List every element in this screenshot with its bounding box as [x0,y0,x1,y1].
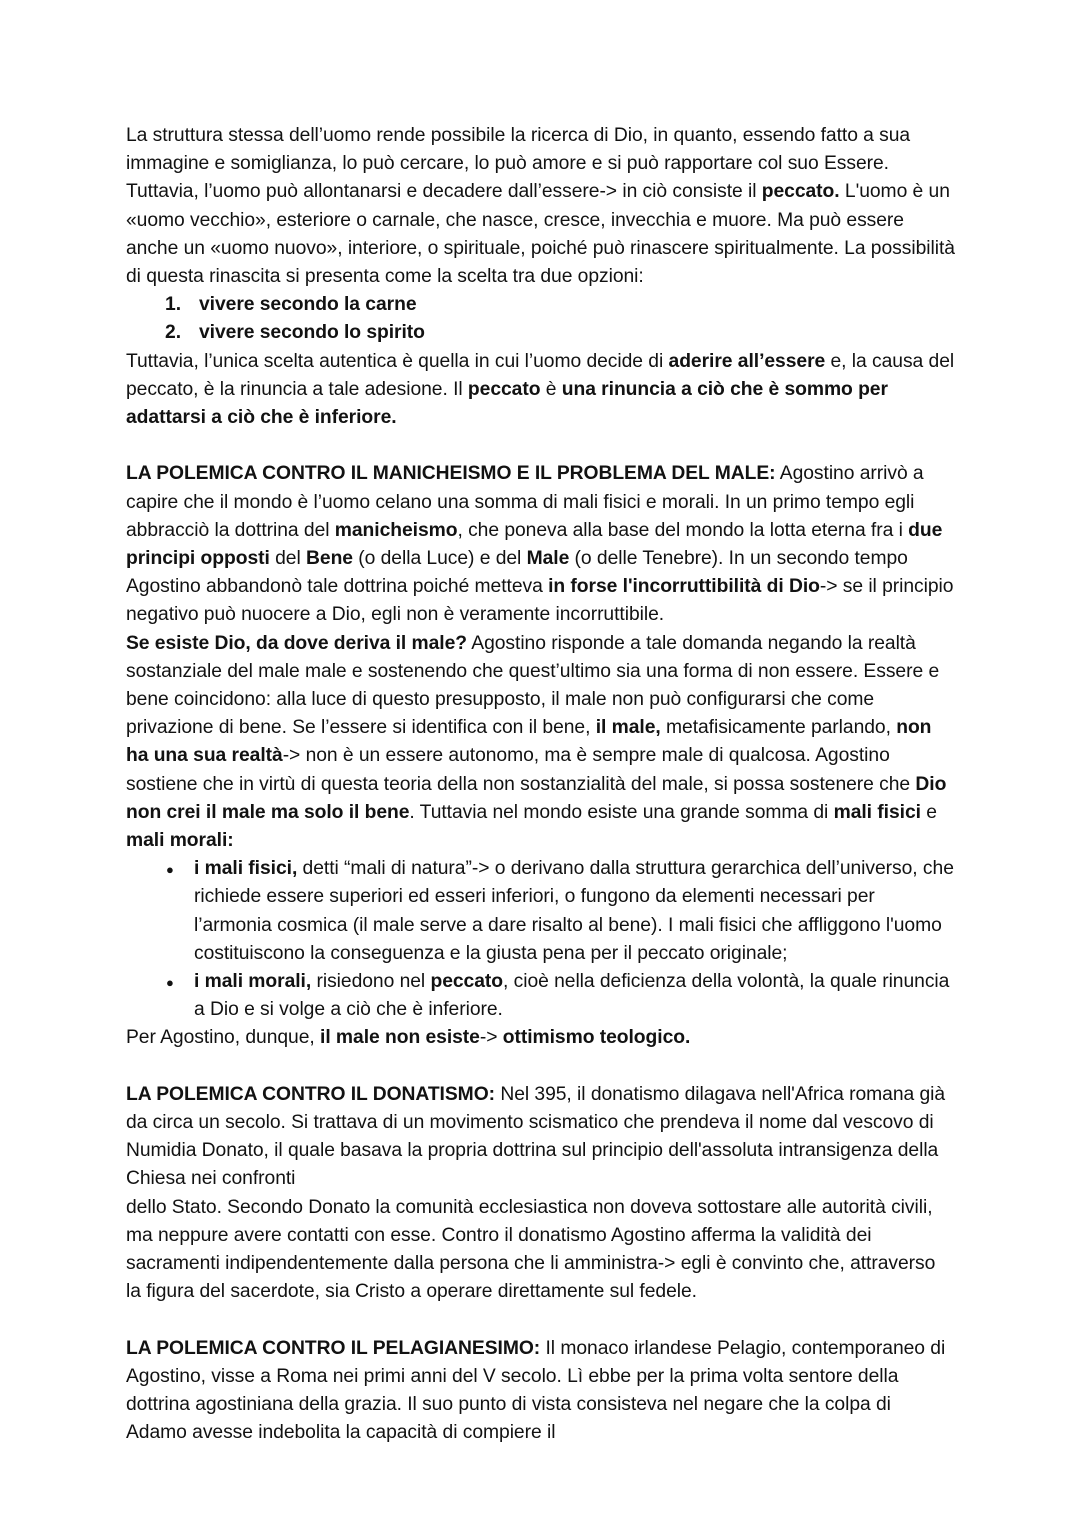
document-body [126,122,955,1448]
options-list [126,291,955,347]
pelagianesimo-paragraph: LA POLEMICA CONTRO IL PELAGIANESIMO: Il monaco irlandese Pelagio, contemporaneo di Agostino, visse a Roma nei primi anni del V secolo. Lì ebbe per la prima volta sentore della dottrina agostiniana della grazia. Il suo punto di vista consisteva nel negare che la colpa di Adamo avesse indebolita la capacità di compiere il [126,1337,946,1444]
donatismo-paragraph: LA POLEMICA CONTRO IL DONATISMO: Nel 395, il donatismo dilagava nell'Africa romana già da circa un secolo. Si trattava di un movimento scismatico che prendeva il nome dal vescovo di Numidia Donato, il quale basava la propria dottrina sul principio dell'assoluta intransigenza della Chiesa nei confronti [126,1083,946,1190]
numbered-list-item: vivere secondo la carne [199,294,417,316]
paragraph-spacer [126,1053,955,1081]
mali-list [126,855,955,1024]
mali-fisici-item: ● i mali fisici, detti “mali di natura”-> o derivano dalla struttura gerarchica dell’universo, che richiede essere superiori ed esseri inferiori, o fungono da elementi necessari per l’armonia cosmica (il male serve a dare risalto al bene). I mali fisici che affliggono l'uomo costituiscono la conseguenza e la giusta pena per il peccato originale; [126,855,955,968]
ottimismo-paragraph: Per Agostino, dunque, il male non esiste-> ottimismo teologico. [126,1027,691,1049]
male-paragraph: Se esiste Dio, da dove deriva il male? Agostino risponde a tale domanda negando la realtà sostanziale del male male e sostenendo che quest’ultimo sia una forma di non essere. Essere e bene coincidono: alla luce di questo presupposto, il male non può configurarsi che come privazione di bene. Se l’essere si identifica con il bene, il male, metafisicamente parlando, non ha una sua realtà-> non è un essere autonomo, ma è sempre male di qualcosa. Agostino sostiene che in virtù di questa teoria della non sostanzialità del male, si possa sostenere che Dio non crei il male ma solo il bene. Tuttavia nel mondo esiste una grande somma di mali fisici e mali morali: [126,632,947,852]
manicheismo-paragraph: LA POLEMICA CONTRO IL MANICHEISMO E IL PROBLEMA DEL MALE: Agostino arrivò a capire che il mondo è l’uomo celano una somma di mali fisici e morali. In un primo tempo egli abbracciò la dottrina del manicheismo, che poneva alla base del mondo la lotta eterna fra i due principi opposti del Bene (o della Luce) e del Male (o delle Tenebre). In un secondo tempo Agostino abbandonò tale dottrina poiché metteva in forse l'incorruttibilità di Dio-> se il principio negativo può nuocere a Dio, egli non è veramente incorruttibile. [126,463,954,626]
paragraph-spacer [126,1307,955,1335]
scelta-autentica-paragraph: Tuttavia, l’unica scelta autentica è quella in cui l’uomo decide di aderire all’essere e, la causa del peccato, è la rinuncia a tale adesione. Il peccato è una rinuncia a ciò che è sommo per adattarsi a ciò che è inferiore. [126,350,955,429]
numbered-list-item: vivere secondo lo spirito [199,322,425,344]
donatismo-paragraph-2: dello Stato. Secondo Donato la comunità ecclesiastica non doveva sottostare alle autorità civili, ma neppure avere contatti con esse. Contro il donatismo Agostino afferma la validità dei sacramenti indipendentemente dalla persona che li amministra-> egli è convinto che, attraverso la figura del sacerdote, sia Cristo a operare direttamente sul fedele. [126,1196,936,1303]
paragraph-spacer [126,432,955,460]
mali-morali-item: ● i mali morali, risiedono nel peccato, cioè nella deficienza della volontà, la quale rinuncia a Dio e si volge a ciò che è inferiore. [126,968,955,1024]
intro-paragraph: La struttura stessa dell’uomo rende possibile la ricerca di Dio, in quanto, essendo fatto a sua immagine e somiglianza, lo può cercare, lo può amore e si può rapportare col suo Essere. Tuttavia, l’uomo può allontanarsi e decadere dall’essere-> in ciò consiste il peccato. L'uomo è un «uomo vecchio», esteriore o carnale, che nasce, cresce, invecchia e muore. Ma può essere anche un «uomo nuovo», interiore, o spirituale, poiché può rinascere spiritualmente. La possibilità di questa rinascita si presenta come la scelta tra due opzioni: [126,125,955,288]
